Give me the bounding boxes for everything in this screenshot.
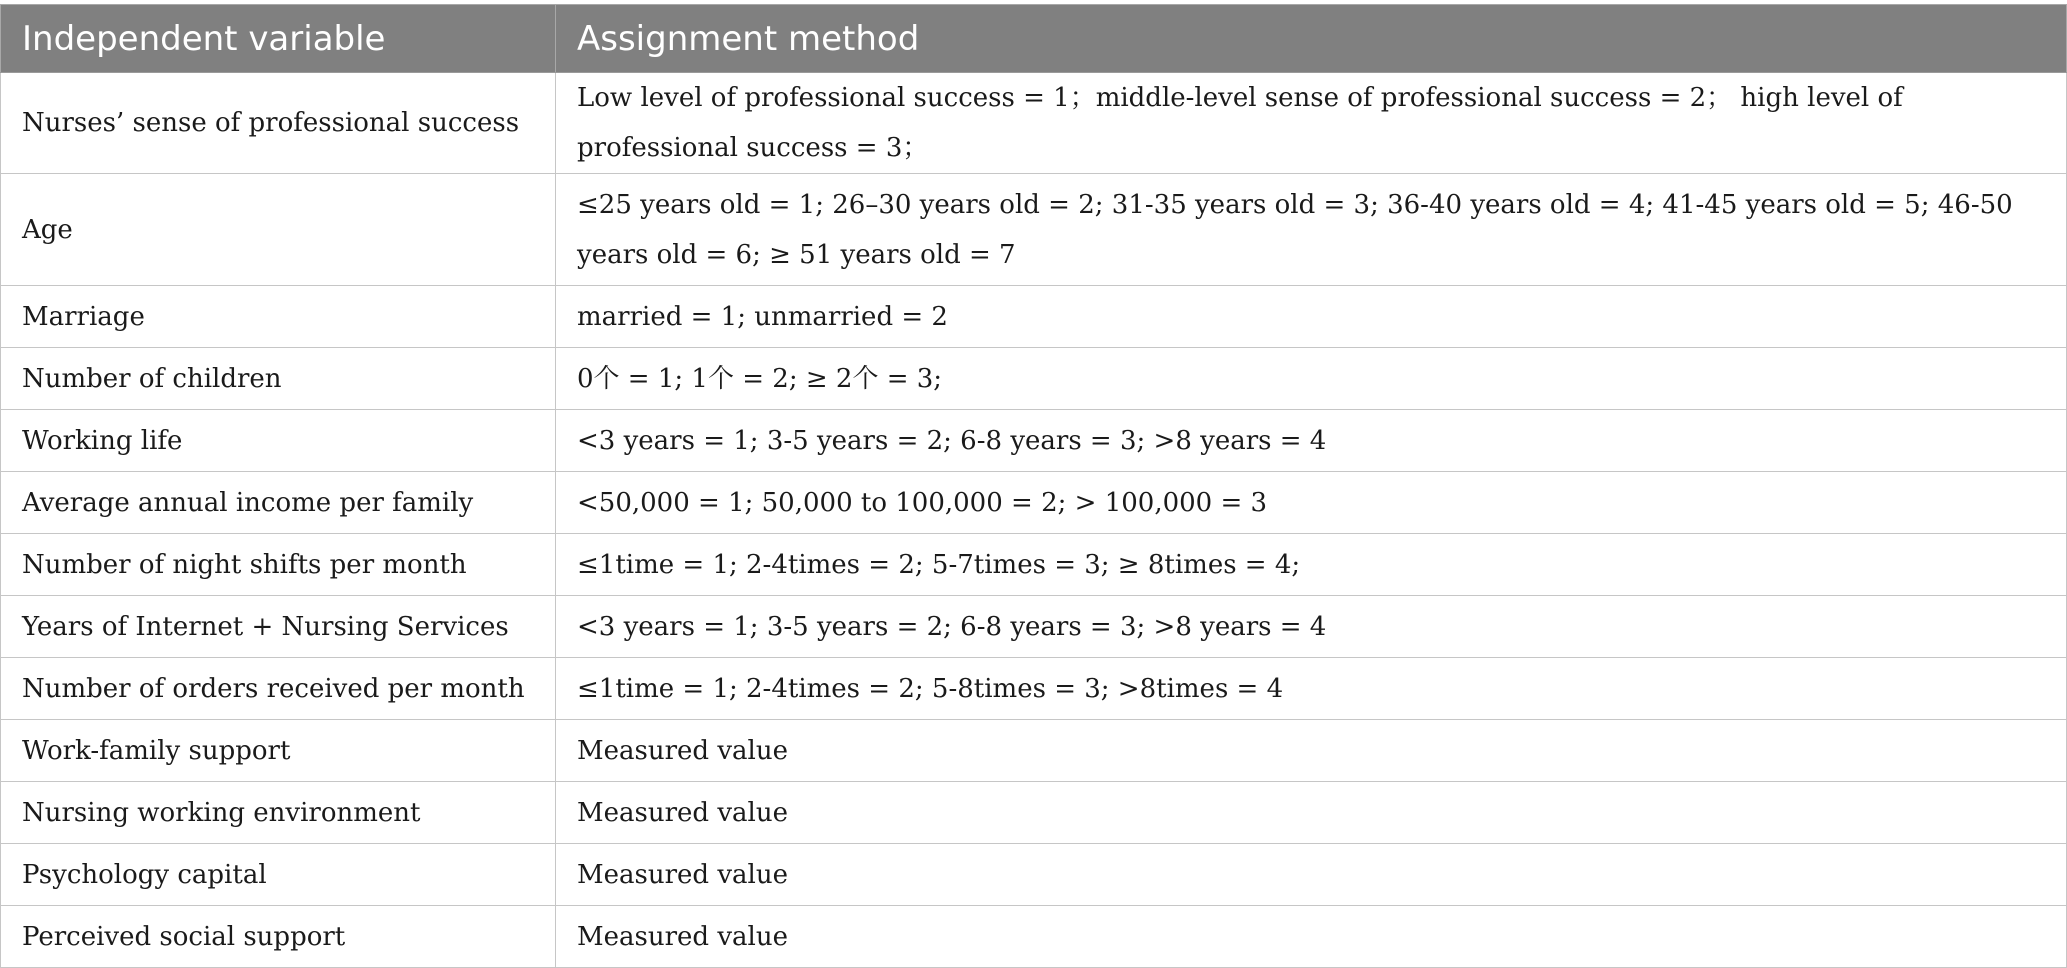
variable-cell: Perceived social support <box>1 906 556 968</box>
assignment-cell: Low level of professional success = 1；middle-level sense of professional success = 2； high level of professional success = 3； <box>556 73 2067 174</box>
variable-cell: Work-family support <box>1 720 556 782</box>
variable-cell: Marriage <box>1 286 556 348</box>
assignment-cell: ≤25 years old = 1; 26–30 years old = 2; 31-35 years old = 3; 36-40 years old = 4; 41-45 years old = 5; 46-50 years old = 6; ≥ 51 years old = 7 <box>556 174 2067 286</box>
table-row <box>1 906 2067 968</box>
header-independent-variable: Independent variable <box>1 5 556 73</box>
assignment-cell: Measured value <box>556 844 2067 906</box>
table-row <box>1 658 2067 720</box>
variable-cell: Average annual income per family <box>1 472 556 534</box>
table-row <box>1 720 2067 782</box>
table-row <box>1 844 2067 906</box>
assignment-cell: ≤1time = 1; 2-4times = 2; 5-7times = 3; ≥ 8times = 4; <box>556 534 2067 596</box>
table-row <box>1 596 2067 658</box>
variable-cell: Nursing working environment <box>1 782 556 844</box>
table-row <box>1 472 2067 534</box>
variable-cell: Years of Internet + Nursing Services <box>1 596 556 658</box>
variable-cell: Nurses’ sense of professional success <box>1 73 556 174</box>
table-row <box>1 286 2067 348</box>
variable-cell: Working life <box>1 410 556 472</box>
assignment-cell: Measured value <box>556 782 2067 844</box>
variable-cell: Age <box>1 174 556 286</box>
header-row <box>1 5 2067 73</box>
table-row <box>1 534 2067 596</box>
variable-cell: Number of children <box>1 348 556 410</box>
assignment-cell: <50,000 = 1; 50,000 to 100,000 = 2; > 100,000 = 3 <box>556 472 2067 534</box>
variable-cell: Number of night shifts per month <box>1 534 556 596</box>
header-assignment-method: Assignment method <box>556 5 2067 73</box>
assignment-cell: <3 years = 1; 3-5 years = 2; 6-8 years = 3; >8 years = 4 <box>556 596 2067 658</box>
variable-assignment-table <box>0 4 2067 968</box>
assignment-cell: ≤1time = 1; 2-4times = 2; 5-8times = 3; >8times = 4 <box>556 658 2067 720</box>
table-row <box>1 410 2067 472</box>
table-row <box>1 73 2067 174</box>
assignment-cell: <3 years = 1; 3-5 years = 2; 6-8 years = 3; >8 years = 4 <box>556 410 2067 472</box>
table-row <box>1 348 2067 410</box>
assignment-cell: married = 1; unmarried = 2 <box>556 286 2067 348</box>
variable-cell: Number of orders received per month <box>1 658 556 720</box>
table-row <box>1 174 2067 286</box>
assignment-cell: Measured value <box>556 720 2067 782</box>
assignment-cell: Measured value <box>556 906 2067 968</box>
assignment-cell: 0个 = 1; 1个 = 2; ≥ 2个 = 3; <box>556 348 2067 410</box>
variable-assignment-table-container <box>0 4 2066 968</box>
table-row <box>1 782 2067 844</box>
variable-cell: Psychology capital <box>1 844 556 906</box>
